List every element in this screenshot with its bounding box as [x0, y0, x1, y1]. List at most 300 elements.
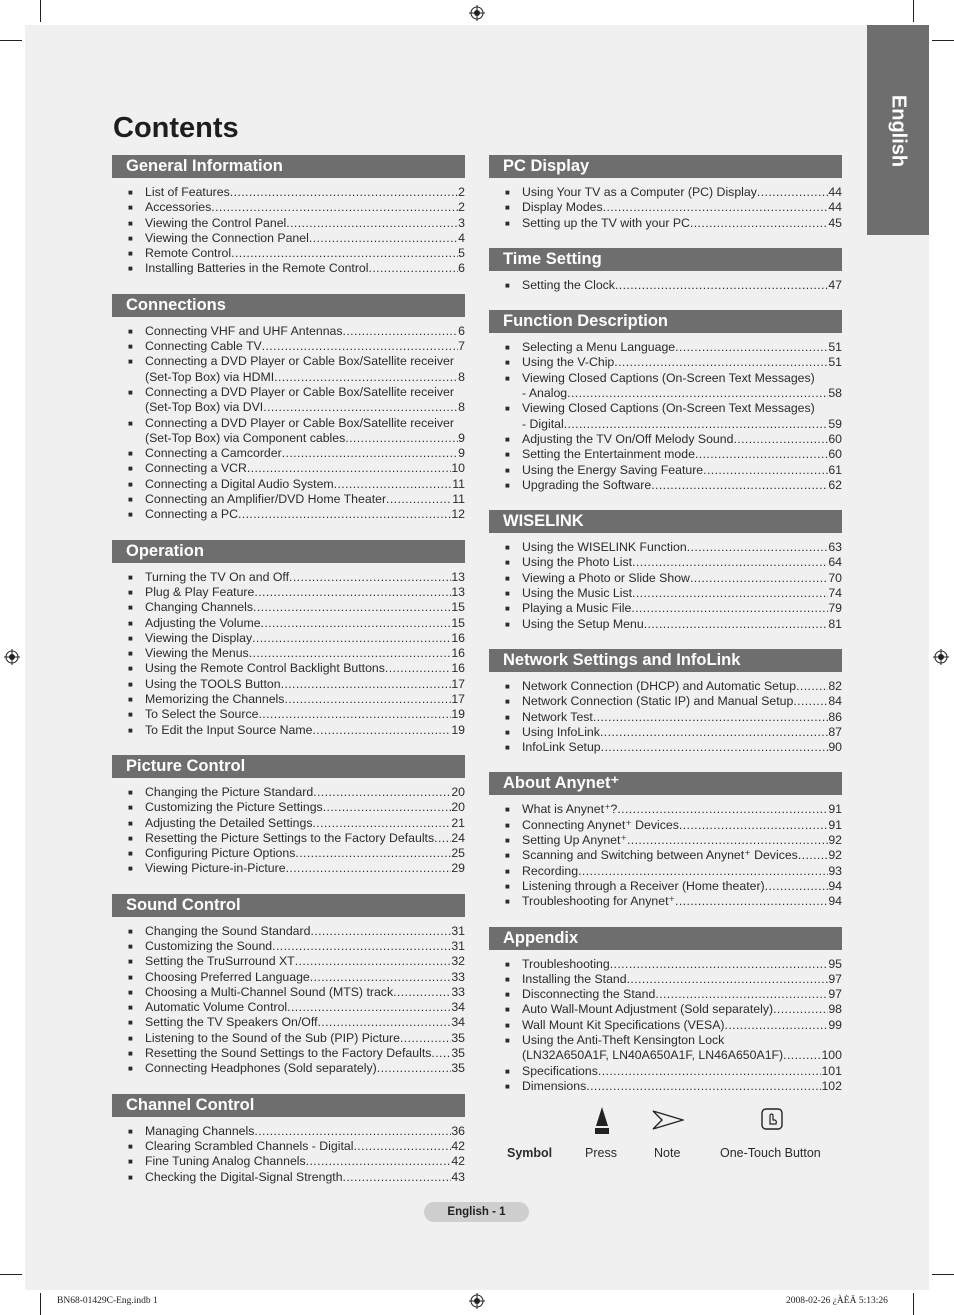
toc-entry[interactable]	[128, 861, 465, 876]
entry-title: Setting Up Anynet⁺	[522, 833, 627, 848]
dot-leader	[323, 800, 452, 815]
toc-entry[interactable]	[505, 725, 842, 740]
entry-title: Using the V-Chip	[522, 355, 615, 370]
entry-page-number: 34	[451, 1000, 465, 1015]
toc-entry[interactable]	[128, 324, 465, 339]
dot-leader	[567, 386, 828, 401]
entry-page-number: 47	[828, 277, 842, 292]
dot-leader	[295, 954, 452, 969]
toc-entry[interactable]	[128, 692, 465, 707]
entry-title: Adjusting the Volume	[145, 615, 261, 630]
toc-entry[interactable]	[128, 339, 465, 354]
toc-entry[interactable]	[505, 864, 842, 879]
dot-leader	[317, 1015, 451, 1030]
toc-entry[interactable]	[505, 1018, 842, 1033]
bullet-icon: ■	[128, 849, 133, 859]
entry-title: Clearing Scrambled Channels - Digital	[145, 1138, 354, 1153]
toc-entry[interactable]	[128, 507, 465, 522]
entry-page-number: 10	[451, 461, 465, 476]
toc-entry[interactable]	[505, 1079, 842, 1094]
entry-title: Wall Mount Kit Specifications (VESA)	[522, 1017, 725, 1032]
entry-page-number: 3	[458, 215, 465, 230]
toc-entry[interactable]	[505, 972, 842, 987]
dot-leader	[377, 1061, 452, 1076]
entry-title: Recording	[522, 863, 579, 878]
toc-entry[interactable]	[505, 601, 842, 616]
toc-entry[interactable]	[505, 463, 842, 478]
entry-page-number: 101	[821, 1063, 842, 1078]
entry-page-number: 87	[828, 724, 842, 739]
dot-leader	[211, 200, 458, 215]
toc-entry[interactable]	[505, 447, 842, 462]
entry-title: Using the Photo List	[522, 555, 633, 570]
crop-mark	[40, 1293, 41, 1315]
entry-page-number: 74	[828, 586, 842, 601]
bullet-icon: ■	[128, 679, 133, 689]
toc-entry[interactable]	[505, 1002, 842, 1017]
toc-entry[interactable]	[505, 571, 842, 586]
entry-page-number: 8	[458, 369, 465, 384]
bullet-icon: ■	[128, 1018, 133, 1028]
entry-page-number: 6	[458, 323, 465, 338]
bullet-icon: ■	[128, 342, 133, 352]
bullet-icon: ■	[128, 264, 133, 274]
toc-entry[interactable]	[128, 723, 465, 738]
entry-title: InfoLink Setup	[522, 740, 601, 755]
bullet-icon: ■	[128, 710, 133, 720]
dot-leader	[627, 833, 828, 848]
dot-leader	[679, 818, 828, 833]
bullet-icon: ■	[128, 418, 133, 428]
bullet-icon: ■	[128, 1126, 133, 1136]
toc-entry[interactable]	[505, 802, 842, 817]
entry-page-number: 13	[451, 569, 465, 584]
dot-leader	[690, 216, 828, 231]
note-icon	[652, 1110, 684, 1130]
bullet-icon: ■	[505, 990, 510, 1000]
bullet-icon: ■	[505, 434, 510, 444]
toc-entry[interactable]	[128, 677, 465, 692]
bullet-icon: ■	[128, 479, 133, 489]
toc-entry[interactable]	[128, 1015, 465, 1030]
toc-entry[interactable]	[505, 371, 842, 402]
toc-entry[interactable]	[128, 985, 465, 1000]
press-label: Press	[585, 1146, 617, 1160]
entry-title: Viewing the Connection Panel	[145, 230, 309, 245]
entry-title: Using the Remote Control Backlight Buttons	[145, 661, 385, 676]
entry-page-number: 43	[451, 1169, 465, 1184]
toc-entry[interactable]	[128, 954, 465, 969]
entry-page-number: 17	[451, 692, 465, 707]
entry-page-number: 20	[451, 784, 465, 799]
entry-page-number: 79	[828, 601, 842, 616]
toc-entry[interactable]	[128, 816, 465, 831]
dot-leader	[400, 1031, 451, 1046]
entry-page-number: 93	[828, 863, 842, 878]
bullet-icon: ■	[128, 833, 133, 843]
toc-entry[interactable]	[128, 1170, 465, 1185]
entry-title: (Set-Top Box) via DVI	[145, 400, 264, 415]
toc-entry[interactable]	[128, 1000, 465, 1015]
dot-leader	[353, 1139, 451, 1154]
entry-title: Setting the TruSurround XT	[145, 954, 295, 969]
toc-entry[interactable]	[505, 1064, 842, 1079]
dot-leader	[313, 785, 451, 800]
entry-title: Using the Anti-Theft Kensington Lock	[522, 1032, 725, 1047]
entry-title: Turning the TV On and Off	[145, 569, 290, 584]
entry-page-number: 35	[451, 1030, 465, 1045]
toc-entry[interactable]	[505, 1033, 842, 1064]
one-touch-label: One-Touch Button	[720, 1146, 821, 1160]
entry-title: Connecting a DVD Player or Cable Box/Satellite receiver	[145, 384, 454, 399]
entry-title: Auto Wall-Mount Adjustment (Sold separately)	[522, 1002, 774, 1017]
toc-entry[interactable]	[128, 185, 465, 200]
bullet-icon: ■	[128, 1064, 133, 1074]
entry-page-number: 6	[458, 261, 465, 276]
dot-leader	[249, 646, 452, 661]
toc-entry[interactable]	[128, 200, 465, 215]
entry-title: Network Connection (Static IP) and Manual Setup	[522, 694, 794, 709]
entry-title: Plug & Play Feature	[145, 584, 255, 599]
entry-page-number: 35	[451, 1046, 465, 1061]
entry-page-number: 17	[451, 676, 465, 691]
entry-title: Scanning and Switching between Anynet⁺ Devices	[522, 848, 798, 863]
entry-title: Disconnecting the Stand	[522, 987, 656, 1002]
entry-page-number: 90	[828, 740, 842, 755]
dot-leader	[593, 710, 828, 725]
section-heading: Network Settings and InfoLink	[489, 649, 842, 672]
entry-title: Connecting VHF and UHF Antennas	[145, 323, 343, 338]
bullet-icon: ■	[128, 203, 133, 213]
dot-leader	[281, 677, 452, 692]
toc-entry[interactable]	[128, 800, 465, 815]
toc-entry[interactable]	[128, 570, 465, 585]
dot-leader	[578, 864, 828, 879]
entry-page-number: 98	[828, 1002, 842, 1017]
dot-leader	[295, 846, 451, 861]
toc-entry[interactable]	[505, 216, 842, 231]
dot-leader	[603, 200, 829, 215]
toc-entry[interactable]	[128, 631, 465, 646]
toc-entry[interactable]	[128, 707, 465, 722]
entry-title: Adjusting the TV On/Off Melody Sound	[522, 431, 734, 446]
toc-entry[interactable]	[128, 492, 465, 507]
symbol-label: Symbol	[507, 1146, 553, 1160]
toc-entry[interactable]	[505, 679, 842, 694]
toc-entry[interactable]	[128, 354, 465, 385]
entry-page-number: 91	[828, 817, 842, 832]
entry-title: Network Connection (DHCP) and Automatic Setup	[522, 678, 797, 693]
toc-entry[interactable]	[128, 661, 465, 676]
toc-entry[interactable]	[505, 617, 842, 632]
bullet-icon: ■	[128, 249, 133, 259]
entry-page-number: 15	[451, 615, 465, 630]
entry-title: List of Features	[145, 185, 230, 199]
press-icon	[593, 1106, 611, 1136]
toc-section	[489, 310, 842, 493]
dot-leader	[632, 555, 828, 570]
toc-entry[interactable]	[505, 185, 842, 200]
toc-entry[interactable]	[128, 1154, 465, 1169]
toc-entry[interactable]	[505, 987, 842, 1002]
toc-entry[interactable]	[505, 432, 842, 447]
entry-title: Resetting the Picture Settings to the Factory Defaults	[145, 830, 435, 845]
toc-entry[interactable]	[128, 970, 465, 985]
dot-leader	[434, 831, 451, 846]
entry-title: (Set-Top Box) via Component cables	[145, 430, 346, 445]
toc-entry[interactable]	[505, 848, 842, 863]
toc-entry[interactable]	[505, 401, 842, 432]
bullet-icon: ■	[128, 1049, 133, 1059]
toc-entry[interactable]	[128, 616, 465, 631]
dot-leader	[393, 985, 451, 1000]
entry-page-number: 99	[828, 1017, 842, 1032]
section-heading: Sound Control	[112, 894, 465, 917]
bullet-icon: ■	[128, 787, 133, 797]
dot-leader	[274, 370, 458, 385]
entry-title: What is Anynet⁺?	[522, 802, 618, 817]
toc-entry[interactable]	[505, 957, 842, 972]
toc-section	[489, 927, 842, 1095]
entry-page-number: 33	[451, 969, 465, 984]
crop-mark	[913, 0, 914, 22]
toc-entry[interactable]	[128, 1124, 465, 1139]
bullet-icon: ■	[505, 959, 510, 969]
dot-leader	[310, 970, 452, 985]
bullet-icon: ■	[505, 543, 510, 553]
toc-entry[interactable]	[505, 586, 842, 601]
toc-entry[interactable]	[128, 1046, 465, 1061]
dot-leader	[631, 601, 828, 616]
entry-page-number: 9	[458, 446, 465, 461]
entry-title: Connecting a Camcorder	[145, 446, 282, 461]
dot-leader	[615, 278, 828, 293]
toc-section	[489, 248, 842, 293]
toc-entry[interactable]	[505, 340, 842, 355]
toc-entry[interactable]	[505, 833, 842, 848]
toc-entry[interactable]	[505, 694, 842, 709]
toc-entry[interactable]	[128, 846, 465, 861]
dot-leader	[651, 478, 828, 493]
toc-entry[interactable]	[128, 477, 465, 492]
registration-mark-icon	[469, 1293, 485, 1309]
toc-entry[interactable]	[505, 879, 842, 894]
toc-entry[interactable]	[128, 1031, 465, 1046]
bullet-icon: ■	[128, 972, 133, 982]
dot-leader	[282, 446, 458, 461]
entry-title: Connecting a DVD Player or Cable Box/Satellite receiver	[145, 415, 454, 430]
dot-leader	[385, 661, 451, 676]
dot-leader	[644, 617, 829, 632]
toc-entry[interactable]	[128, 461, 465, 476]
dot-leader	[600, 725, 828, 740]
dot-leader	[272, 939, 451, 954]
bullet-icon: ■	[128, 1172, 133, 1182]
toc-section	[112, 755, 465, 877]
dot-leader	[598, 1064, 822, 1079]
bullet-icon: ■	[128, 510, 133, 520]
dot-leader	[263, 400, 458, 415]
toc-entry[interactable]	[505, 818, 842, 833]
registration-mark-icon	[469, 5, 485, 21]
toc-entry[interactable]	[128, 1139, 465, 1154]
bullet-icon: ■	[128, 818, 133, 828]
toc-entry[interactable]	[128, 416, 465, 447]
dot-leader	[687, 540, 829, 555]
entry-page-number: 20	[451, 800, 465, 815]
section-heading: Picture Control	[112, 755, 465, 778]
toc-entry[interactable]	[128, 831, 465, 846]
dot-leader	[343, 1170, 452, 1185]
bullet-icon: ■	[128, 357, 133, 367]
bullet-icon: ■	[128, 957, 133, 967]
toc-entry[interactable]	[128, 646, 465, 661]
toc-entry[interactable]	[505, 200, 842, 215]
dot-leader	[254, 585, 451, 600]
entry-page-number: 9	[458, 430, 465, 445]
bullet-icon: ■	[505, 974, 510, 984]
entry-title: Connecting Cable TV	[145, 339, 262, 354]
bullet-icon: ■	[128, 987, 133, 997]
section-heading: Function Description	[489, 310, 842, 333]
toc-entry[interactable]	[505, 355, 842, 370]
toc-entry[interactable]	[505, 740, 842, 755]
dot-leader	[614, 355, 828, 370]
dot-leader	[765, 879, 829, 894]
entry-title: Upgrading the Software	[522, 477, 652, 492]
toc-entry[interactable]	[505, 540, 842, 555]
dot-leader	[310, 924, 451, 939]
toc-entry[interactable]	[128, 600, 465, 615]
section-heading: Time Setting	[489, 248, 842, 271]
entry-page-number: 25	[451, 846, 465, 861]
left-column	[112, 155, 465, 1202]
dot-leader	[252, 631, 451, 646]
toc-section	[112, 540, 465, 738]
entry-title: Viewing Closed Captions (On-Screen Text Messages)	[522, 401, 815, 416]
bullet-icon: ■	[505, 604, 510, 614]
dot-leader	[675, 894, 828, 909]
language-tab	[867, 25, 929, 235]
bullet-icon: ■	[505, 203, 510, 213]
entry-title: Using the Energy Saving Feature	[522, 462, 704, 477]
toc-entry[interactable]	[128, 939, 465, 954]
bullet-icon: ■	[128, 725, 133, 735]
entry-title: Listening to the Sound of the Sub (PIP) Picture	[145, 1030, 400, 1045]
section-heading: PC Display	[489, 155, 842, 178]
toc-entry[interactable]	[128, 216, 465, 231]
entry-page-number: 95	[828, 956, 842, 971]
toc-section	[112, 294, 465, 523]
toc-entry[interactable]	[128, 231, 465, 246]
entry-title: Using Your TV as a Computer (PC) Display	[522, 185, 757, 199]
toc-entry[interactable]	[505, 555, 842, 570]
bullet-icon: ■	[128, 941, 133, 951]
bullet-icon: ■	[505, 866, 510, 876]
entry-title: Setting up the TV with your PC	[522, 215, 690, 230]
entry-title: Using the WISELINK Function	[522, 540, 687, 555]
bullet-icon: ■	[128, 1157, 133, 1167]
page-title: Contents	[113, 112, 239, 144]
toc-entry[interactable]	[128, 446, 465, 461]
section-heading: Appendix	[489, 927, 842, 950]
dot-leader	[783, 1048, 821, 1063]
entry-title: Viewing Closed Captions (On-Screen Text Messages)	[522, 370, 815, 385]
entry-title: Choosing a Multi-Channel Sound (MTS) track	[145, 984, 394, 999]
toc-entry[interactable]	[505, 478, 842, 493]
toc-entry[interactable]	[505, 894, 842, 909]
toc-entry[interactable]	[128, 585, 465, 600]
dot-leader	[230, 185, 458, 200]
entry-title: Configuring Picture Options	[145, 846, 296, 861]
bullet-icon: ■	[128, 587, 133, 597]
bullet-icon: ■	[128, 387, 133, 397]
toc-entry[interactable]	[128, 785, 465, 800]
entry-title: - Analog	[522, 386, 568, 401]
toc-entry[interactable]	[128, 261, 465, 276]
one-touch-icon	[761, 1108, 783, 1130]
bullet-icon: ■	[505, 836, 510, 846]
entry-title: Setting the Clock	[522, 277, 615, 292]
entry-title: Using the Setup Menu	[522, 616, 644, 631]
dot-leader	[286, 861, 452, 876]
toc-entry[interactable]	[128, 1061, 465, 1076]
bullet-icon: ■	[128, 449, 133, 459]
dot-leader	[564, 417, 829, 432]
toc-entry[interactable]	[128, 385, 465, 416]
bullet-icon: ■	[128, 695, 133, 705]
entry-title: Using the TOOLS Button	[145, 676, 281, 691]
dot-leader	[690, 571, 828, 586]
section-heading: Operation	[112, 540, 465, 563]
toc-entry[interactable]	[505, 278, 842, 293]
entry-page-number: 92	[828, 833, 842, 848]
entry-title: Setting the TV Speakers On/Off	[145, 1015, 318, 1030]
entry-title: Adjusting the Detailed Settings	[145, 815, 313, 830]
section-heading: General Information	[112, 155, 465, 178]
bullet-icon: ■	[505, 805, 510, 815]
crop-mark	[0, 1274, 22, 1275]
entry-title: Customizing the Sound	[145, 938, 273, 953]
entry-title: Customizing the Picture Settings	[145, 800, 323, 815]
toc-entry[interactable]	[505, 710, 842, 725]
bullet-icon: ■	[505, 480, 510, 490]
bullet-icon: ■	[505, 681, 510, 691]
toc-entry[interactable]	[128, 924, 465, 939]
bullet-icon: ■	[505, 450, 510, 460]
bullet-icon: ■	[505, 1081, 510, 1091]
entry-page-number: 15	[451, 600, 465, 615]
entry-title: Fine Tuning Analog Channels	[145, 1154, 306, 1169]
entry-page-number: 11	[452, 476, 465, 491]
bullet-icon: ■	[505, 697, 510, 707]
dot-leader	[586, 1079, 821, 1094]
entry-page-number: 42	[451, 1138, 465, 1153]
toc-section	[112, 1094, 465, 1185]
entry-title: Managing Channels	[145, 1123, 255, 1138]
entry-title: Changing Channels	[145, 600, 254, 615]
dot-leader	[695, 447, 828, 462]
entry-page-number: 91	[828, 802, 842, 817]
entry-title: Connecting a DVD Player or Cable Box/Satellite receiver	[145, 354, 454, 369]
entry-page-number: 19	[451, 707, 465, 722]
dot-leader	[757, 185, 828, 200]
bullet-icon: ■	[128, 326, 133, 336]
toc-entry[interactable]	[128, 246, 465, 261]
bullet-icon: ■	[505, 218, 510, 228]
entry-title: Using the Music List	[522, 586, 633, 601]
entry-title: Playing a Music File	[522, 601, 632, 616]
